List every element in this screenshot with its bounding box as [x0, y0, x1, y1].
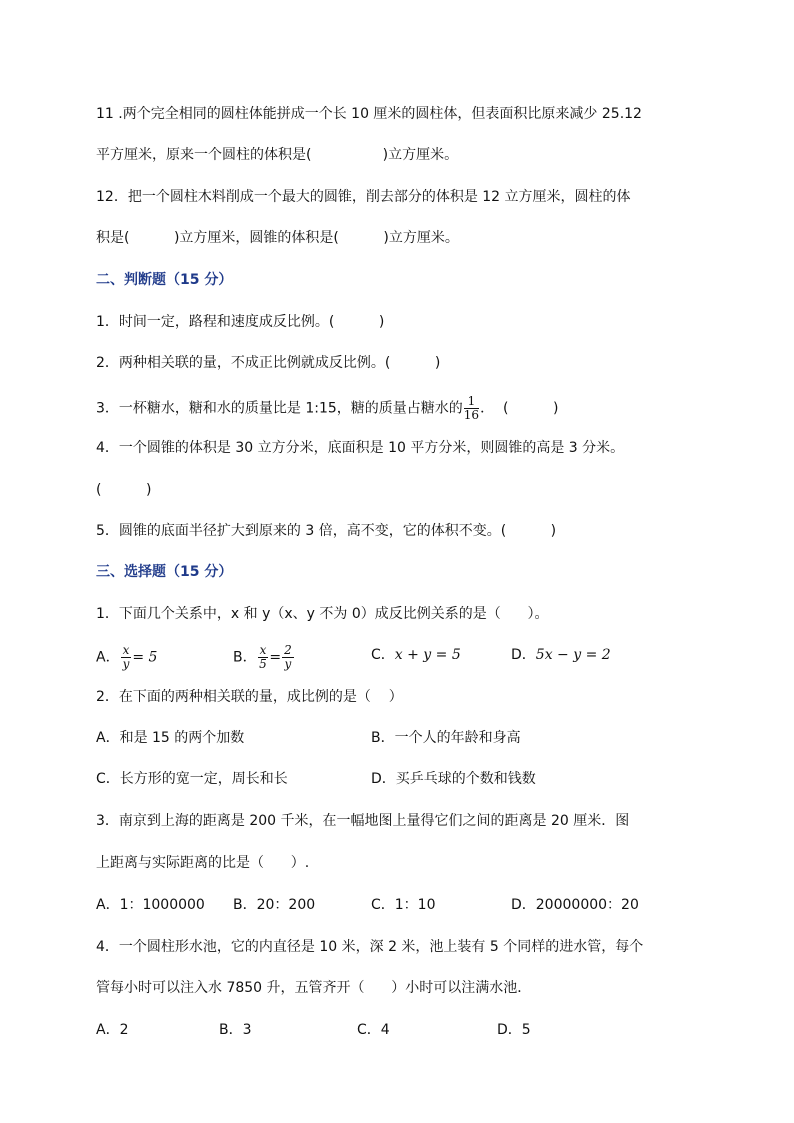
choice-q3-line2: 上距离与实际距离的比是（ ）.	[96, 855, 310, 871]
choice-q4-option-b: B．3	[219, 1022, 252, 1038]
fraction-x-over-5	[258, 644, 269, 671]
equation-rhs: = 5	[132, 649, 158, 666]
fraction-numerator: x	[122, 643, 130, 657]
fraction-2-over-y	[282, 644, 294, 671]
choice-q1-option-d	[511, 645, 611, 665]
fraction-x-over-y	[121, 644, 132, 671]
choice-q2-option-b: B．一个人的年龄和身高	[371, 730, 521, 746]
judge-q3	[96, 395, 558, 422]
fraction-denominator: 5	[259, 657, 267, 671]
choice-q3-option-a: A．1：1000000	[96, 897, 205, 913]
choice-q4-option-d: D．5	[497, 1022, 531, 1038]
section-heading-choice: 三、选择题（15 分）	[96, 564, 233, 580]
judge-q2: 2．两种相关联的量，不成正比例就成反比例。( )	[96, 355, 441, 371]
choice-q4-line1: 4．一个圆柱形水池，它的内直径是 10 米，深 2 米，池上装有 5 个同样的进水管，每个	[96, 939, 644, 955]
judge-q3-text: 3．一杯糖水，糖和水的质量比是 1:15，糖的质量占糖水的	[96, 400, 463, 417]
choice-q4-line2: 管每小时可以注入水 7850 升，五管齐开（ ）小时可以注满水池．	[96, 980, 532, 996]
option-label: C．	[371, 647, 395, 663]
judge-q4-line2: ( )	[96, 482, 152, 498]
choice-q2-option-a: A．和是 15 的两个加数	[96, 730, 245, 746]
option-label: B．	[233, 649, 257, 666]
choice-q3-option-c: C．1：10	[371, 897, 436, 913]
choice-q1-option-c	[371, 645, 461, 665]
fraction-denominator: 16	[463, 408, 480, 422]
choice-q1-option-a	[96, 644, 157, 671]
q12-line1: 12．把一个圆柱木料削成一个最大的圆锥，削去部分的体积是 12 立方厘米，圆柱的体	[96, 189, 631, 205]
choice-q2-stem: 2．在下面的两种相关联的量，成比例的是（ ）	[96, 689, 403, 705]
option-label: D．	[511, 647, 536, 663]
fraction-numerator: x	[259, 643, 267, 657]
choice-q2-option-d: D．买乒乓球的个数和钱数	[371, 771, 536, 787]
choice-q4-option-a: A．2	[96, 1022, 129, 1038]
judge-q1: 1．时间一定，路程和速度成反比例。( )	[96, 314, 385, 330]
choice-q3-line1: 3．南京到上海的距离是 200 千米，在一幅地图上量得它们之间的距离是 20 厘米．图	[96, 813, 630, 829]
section-heading-judge: 二、判断题（15 分）	[96, 272, 233, 288]
equation: 5x − y = 2	[535, 647, 611, 663]
judge-q3-tail: ． ( )	[480, 400, 559, 417]
option-label: A．	[96, 649, 120, 666]
equation: x + y = 5	[394, 647, 461, 663]
judge-q5: 5．圆锥的底面半径扩大到原来的 3 倍，高不变，它的体积不变。( )	[96, 523, 557, 539]
choice-q3-option-b: B．20：200	[233, 897, 316, 913]
choice-q3-option-d: D．20000000：20	[511, 897, 639, 913]
judge-q4-line1: 4．一个圆锥的体积是 30 立方分米，底面积是 10 平方分米，则圆锥的高是 3 分米。	[96, 440, 625, 456]
fraction-one-sixteenth	[464, 395, 479, 422]
fraction-denominator: y	[284, 657, 292, 671]
q11-line2: 平方厘米，原来一个圆柱的体积是( )立方厘米。	[96, 147, 459, 163]
choice-q1-option-b	[233, 644, 295, 671]
q12-line2: 积是( )立方厘米，圆锥的体积是( )立方厘米。	[96, 230, 459, 246]
fraction-numerator: 1	[464, 395, 479, 409]
choice-q1-stem: 1．下面几个关系中，x 和 y（x、y 不为 0）成反比例关系的是（ ）。	[96, 606, 549, 622]
choice-q2-option-c: C．长方形的宽一定，周长和长	[96, 771, 288, 787]
q11-line1: 11 .两个完全相同的圆柱体能拼成一个长 10 厘米的圆柱体，但表面积比原来减少 25.12	[96, 106, 642, 122]
choice-q4-option-c: C．4	[357, 1022, 390, 1038]
fraction-denominator: y	[122, 657, 130, 671]
fraction-numerator: 2	[284, 643, 292, 657]
equals-sign: =	[269, 649, 282, 666]
